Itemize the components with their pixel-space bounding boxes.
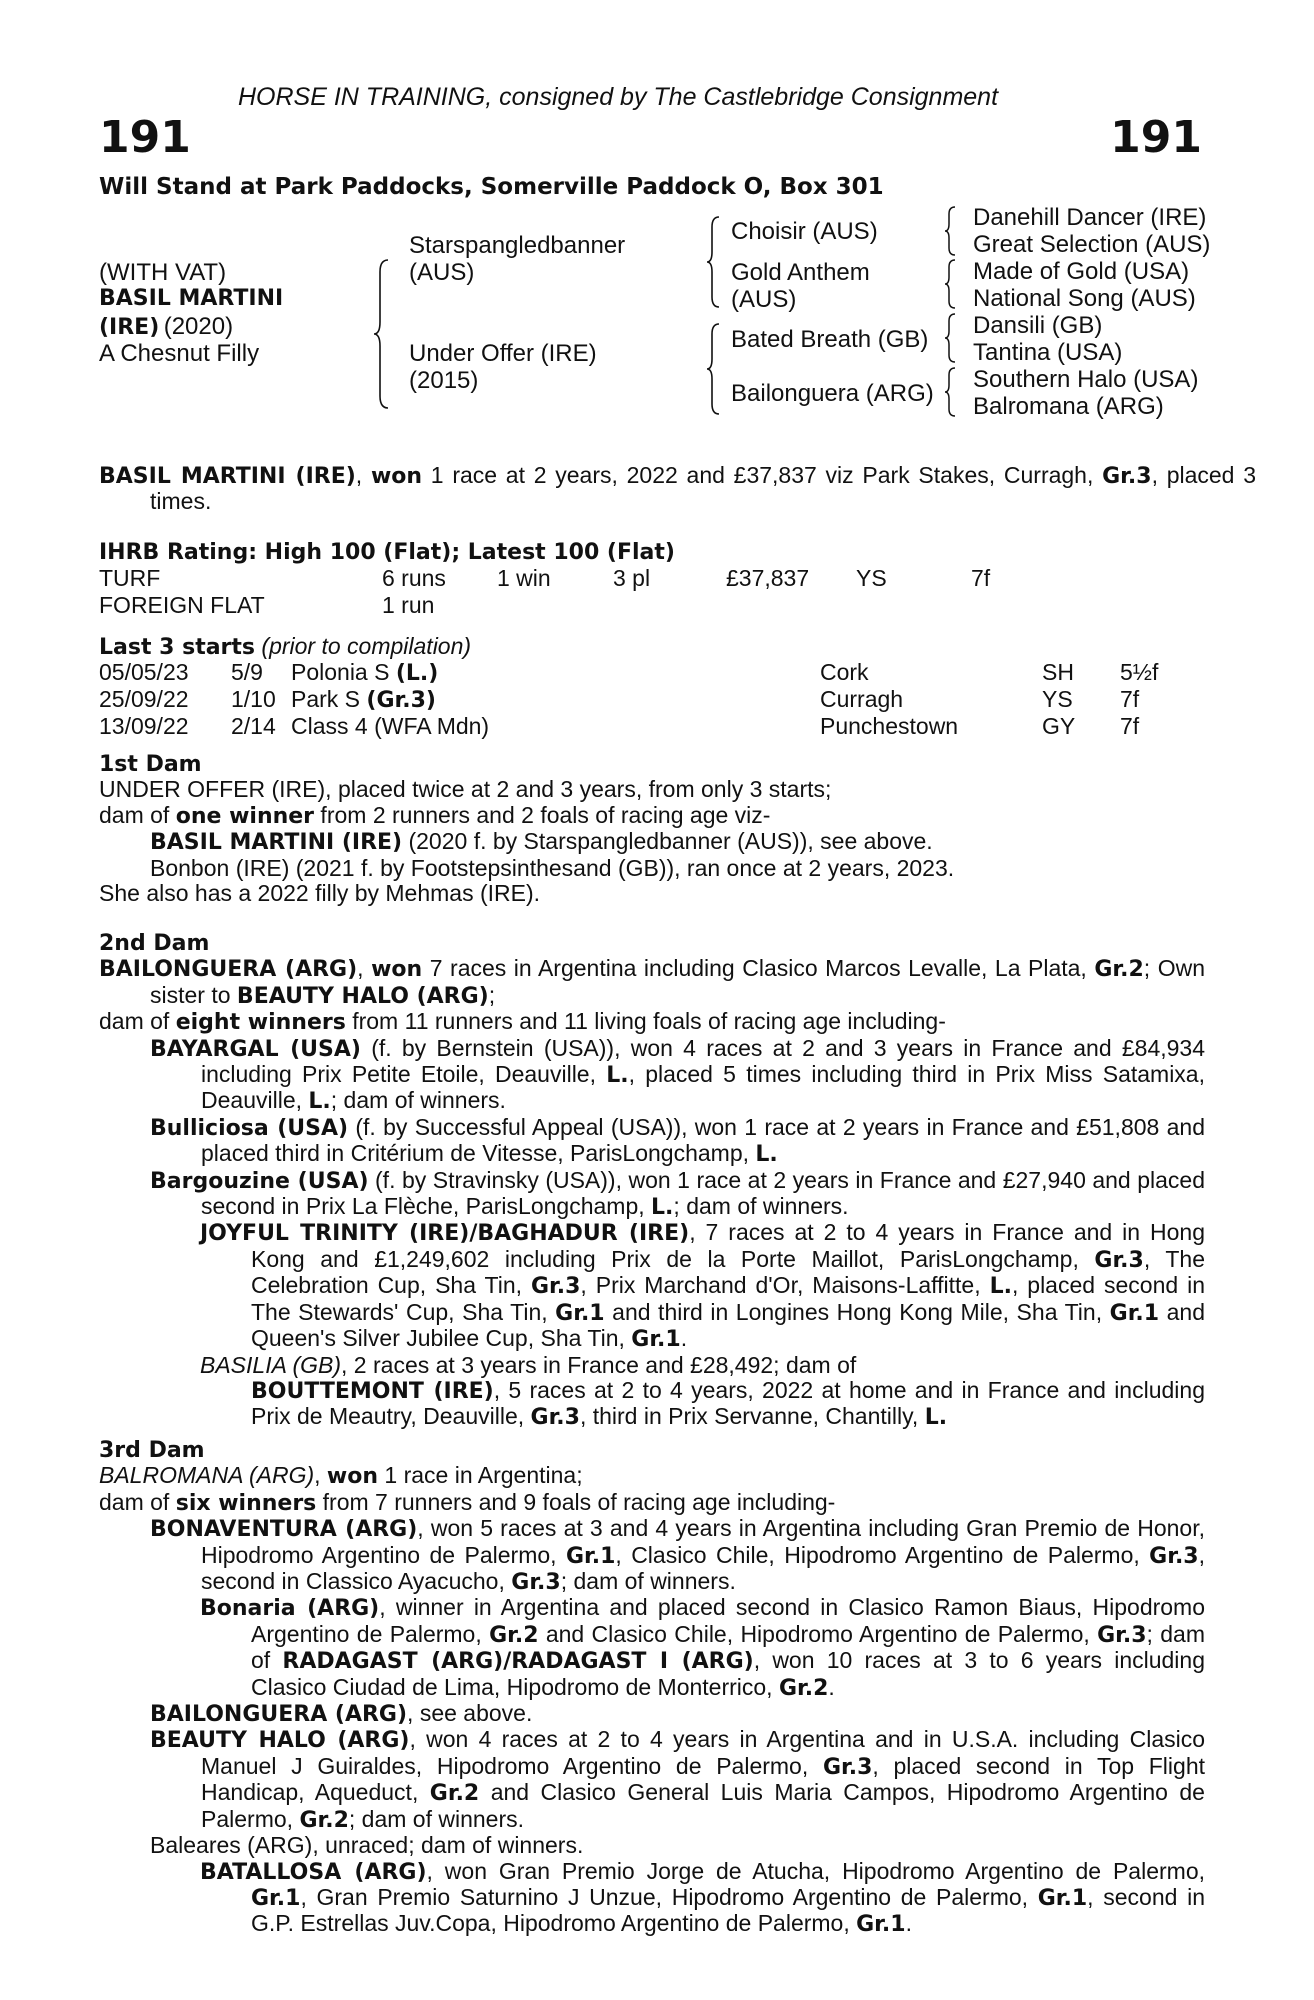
start-distance: 7f xyxy=(1120,686,1140,712)
start-date: 25/09/22 xyxy=(99,686,189,712)
rating-cell: 7f xyxy=(971,565,991,591)
first-dam-produce-2: Bonbon (IRE) (2021 f. by Footstepsinthesand (GB)), ran once at 2 years, 2023. xyxy=(150,854,955,881)
pedigree-brace-ss xyxy=(944,205,958,257)
start-course: Curragh xyxy=(820,686,904,712)
produce-batallosa: BATALLOSA (ARG), won Gran Premio Jorge de Atucha, Hipodromo Argentino de Palermo, Gr.1, Gran Premio Saturnino J Unzue, Hipodromo Argentino de Palermo, Gr.1, second in G.P. Estrellas Juv.Copa, Hipodromo Argentino de Palermo, Gr.1. xyxy=(200,1857,1206,1938)
third-dam-produce-line: dam of six winners from 7 runners and 9 foals of racing age including- xyxy=(99,1488,836,1516)
lot-number-right: 191 xyxy=(1110,112,1202,163)
consignment-line: HORSE IN TRAINING, consigned by The Castlebridge Consignment xyxy=(238,83,999,111)
last-starts-title: Last 3 starts xyxy=(99,635,256,660)
rating-row-foreign xyxy=(99,592,1031,619)
stand-location: Will Stand at Park Paddocks, Somerville Paddock O, Box 301 xyxy=(99,174,884,200)
last-starts-table xyxy=(99,659,1158,740)
horse-country: (IRE) xyxy=(99,315,160,340)
ped-sss: Danehill Dancer (IRE) xyxy=(973,204,1207,231)
second-dam-heading: 2nd Dam xyxy=(99,931,210,956)
first-dam-note: She also has a 2022 filly by Mehmas (IRE). xyxy=(99,880,541,907)
produce-bulliciosa: Bulliciosa (USA) (f. by Successful Appeal (USA)), won 1 race at 2 years in France and £51,808 and placed third in Critérium de Vitesse, ParisLongchamp, L. xyxy=(150,1113,1205,1168)
second-dam-section xyxy=(99,931,1205,1431)
summary-text: 1 race at 2 years, 2022 and £37,837 viz Park Stakes, Curragh, xyxy=(422,462,1094,488)
produce-bonaventura: BONAVENTURA (ARG), won 5 races at 3 and 4 years in Argentina including Gran Premio de Honor, Hipodromo Argentino de Palermo, Gr.1, Clasico Chile, Hipodromo Argentino de Palermo, Gr.3, second in Classico Ayacucho, Gr.3; dam of winners. xyxy=(150,1515,1206,1596)
produce-basilia: BASILIA (GB), 2 races at 3 years in France and £28,492; dam of xyxy=(200,1351,857,1378)
sire-name: Starspangledbanner xyxy=(409,232,626,259)
start-going: YS xyxy=(1042,686,1073,712)
ped-dds: Southern Halo (USA) xyxy=(973,366,1199,393)
start-race: Park S (Gr.3) xyxy=(291,686,436,713)
sire-sire: Choisir (AUS) xyxy=(731,218,878,245)
horse-description: A Chesnut Filly xyxy=(99,340,260,367)
produce-joyful-trinity: JOYFUL TRINITY (IRE)/BAGHADUR (IRE), 7 races at 2 to 4 years in France and in Hong Kong and £1,249,602 including Prix de la Porte Maillot, ParisLongchamp, Gr.3, The Celebration Cup, Sha Tin, Gr.3, Prix Marchand d'Or, Maisons-Laffitte, L., placed second in The Stewards' Cup, Sha Tin, Gr.1 and third in Longines Hong Kong Mile, Sha Tin, Gr.1 and Queen's Silver Jubilee Cup, Sha Tin, Gr.1. xyxy=(200,1219,1206,1353)
race-summary: BASIL MARTINI (IRE), won 1 race at 2 years, 2022 and £37,837 viz Park Stakes, Curragh, Gr.3, placed 3 times. xyxy=(99,462,1257,515)
produce-beauty-halo: BEAUTY HALO (ARG), won 4 races at 2 to 4 years in Argentina and in U.S.A. including Clasico Manuel J Guiraldes, Hipodromo Argentino de Palermo, Gr.3, placed second in Top Flight Handicap, Aqueduct, Gr.2 and Clasico General Luis Maria Campos, Hipodromo Argentino de Palermo, Gr.2; dam of winners. xyxy=(150,1726,1206,1833)
start-row xyxy=(99,659,1158,686)
ped-sdd: National Song (AUS) xyxy=(973,285,1196,312)
horse-name: BASIL MARTINI xyxy=(99,286,284,311)
rating-cell: 1 win xyxy=(497,565,551,591)
first-dam-line: UNDER OFFER (IRE), placed twice at 2 and 3 years, from only 3 starts; xyxy=(99,776,832,803)
third-dam-section xyxy=(99,1438,1205,1938)
pedigree-brace-ds xyxy=(944,312,958,364)
summary-grade: Gr.3 xyxy=(1102,464,1152,489)
last-starts-note: (prior to compilation) xyxy=(255,633,472,659)
first-dam-section xyxy=(99,752,1205,906)
lot-number-left: 191 xyxy=(99,112,191,163)
start-date: 13/09/22 xyxy=(99,713,189,739)
ped-dsd: Tantina (USA) xyxy=(973,339,1123,366)
dam-sire: Bated Breath (GB) xyxy=(731,326,929,353)
rating-row-turf xyxy=(99,565,1031,592)
start-row xyxy=(99,713,1158,740)
start-going: GY xyxy=(1042,713,1076,739)
horse-year: (2020) xyxy=(163,313,234,340)
ped-ddd: Balromana (ARG) xyxy=(973,393,1164,420)
start-row xyxy=(99,686,1158,713)
produce-bargouzine: Bargouzine (USA) (f. by Stravinsky (USA)), won 1 race at 2 years in France and £27,940 and placed second in Prix La Flèche, ParisLongchamp, L.; dam of winners. xyxy=(150,1166,1205,1221)
start-distance: 7f xyxy=(1120,713,1140,739)
rating-cell: 3 pl xyxy=(613,565,651,591)
produce-bailonguera: BAILONGUERA (ARG), see above. xyxy=(150,1700,533,1728)
produce-baleares: Baleares (ARG), unraced; dam of winners. xyxy=(150,1832,584,1859)
rating-cell: YS xyxy=(856,565,887,591)
ped-ssd: Great Selection (AUS) xyxy=(973,231,1211,258)
rating-cell: 1 run xyxy=(382,592,435,618)
rating-cell: 6 runs xyxy=(382,565,446,591)
produce-bayargal: BAYARGAL (USA) (f. by Bernstein (USA)), won 4 races at 2 and 3 years in France and £84,934 including Prix Petite Etoile, Deauville, L., placed 5 times including third in Prix Miss Satamixa, Deauville, L.; dam of winners. xyxy=(150,1034,1206,1115)
start-date: 05/05/23 xyxy=(99,659,189,685)
ped-sds: Made of Gold (USA) xyxy=(973,258,1190,285)
start-course: Punchestown xyxy=(820,713,959,739)
pedigree-brace-sire xyxy=(706,215,722,309)
pedigree-brace-sd xyxy=(944,258,958,310)
start-course: Cork xyxy=(820,659,869,685)
dam-year: (2015) xyxy=(409,367,479,394)
second-dam-produce-line: dam of eight winners from 11 runners and 11 living foals of racing age including- xyxy=(99,1008,946,1036)
last-starts-heading xyxy=(99,633,471,660)
pedigree-brace-dd xyxy=(944,366,958,418)
first-dam-heading: 1st Dam xyxy=(99,752,202,777)
summary-text-end: , placed 3 times. xyxy=(150,462,1257,515)
summary-horse-name: BASIL MARTINI (IRE) xyxy=(99,464,356,489)
third-dam-heading: 3rd Dam xyxy=(99,1438,205,1463)
start-position: 2/14 xyxy=(231,713,276,739)
produce-bouttemont: BOUTTEMONT (IRE), 5 races at 2 to 4 years, 2022 at home and in France and including Prix de Meautry, Deauville, Gr.3, third in Prix Servanne, Chantilly, L. xyxy=(251,1376,1205,1431)
rating-heading: IHRB Rating: High 100 (Flat); Latest 100 (Flat) xyxy=(99,540,675,565)
rating-cell: FOREIGN FLAT xyxy=(99,592,265,618)
start-going: SH xyxy=(1042,659,1074,685)
rating-cell: TURF xyxy=(99,565,161,591)
sire-dam-country: (AUS) xyxy=(731,286,797,313)
pedigree-brace-dam xyxy=(706,322,722,416)
start-race: Class 4 (WFA Mdn) xyxy=(291,713,490,739)
summary-won: won xyxy=(370,464,423,489)
produce-bonaria: Bonaria (ARG), winner in Argentina and placed second in Clasico Ramon Biaus, Hipodromo Argentino de Palermo, Gr.2 and Clasico Chile, Hipodromo Argentino de Palermo, Gr.3; dam of RADAGAST (ARG)/RADAGAST I (ARG), won 10 races at 3 to 6 years including Clasico Ciudad de Lima, Hipodromo de Monterrico, Gr.2. xyxy=(200,1594,1206,1701)
horse-origin-year xyxy=(99,313,233,340)
start-race: Polonia S (L.) xyxy=(291,659,439,686)
sire-dam-name: Gold Anthem xyxy=(731,259,870,286)
start-distance: 5½f xyxy=(1120,659,1159,685)
rating-table xyxy=(99,565,1031,619)
pedigree-brace-gen1 xyxy=(372,258,392,410)
first-dam-produce-1: BASIL MARTINI (IRE) (2020 f. by Starspangledbanner (AUS)), see above. xyxy=(150,828,933,856)
start-position: 1/10 xyxy=(231,686,276,712)
ped-dss: Dansili (GB) xyxy=(973,312,1103,339)
first-dam-produce-line: dam of one winner from 2 runners and 2 foals of racing age viz- xyxy=(99,801,771,829)
start-position: 5/9 xyxy=(231,659,263,685)
vat-note: (WITH VAT) xyxy=(99,259,227,286)
rating-cell: £37,837 xyxy=(726,565,810,591)
second-dam-line: BAILONGUERA (ARG), won 7 races in Argentina including Clasico Marcos Levalle, La Plata, Gr.2; Own sister to BEAUTY HALO (ARG); xyxy=(99,955,1206,1009)
dam-dam: Bailonguera (ARG) xyxy=(731,380,934,407)
dam-name: Under Offer (IRE) xyxy=(409,340,597,367)
sire-country: (AUS) xyxy=(409,259,475,286)
third-dam-line: BALROMANA (ARG), won 1 race in Argentina; xyxy=(99,1462,583,1490)
